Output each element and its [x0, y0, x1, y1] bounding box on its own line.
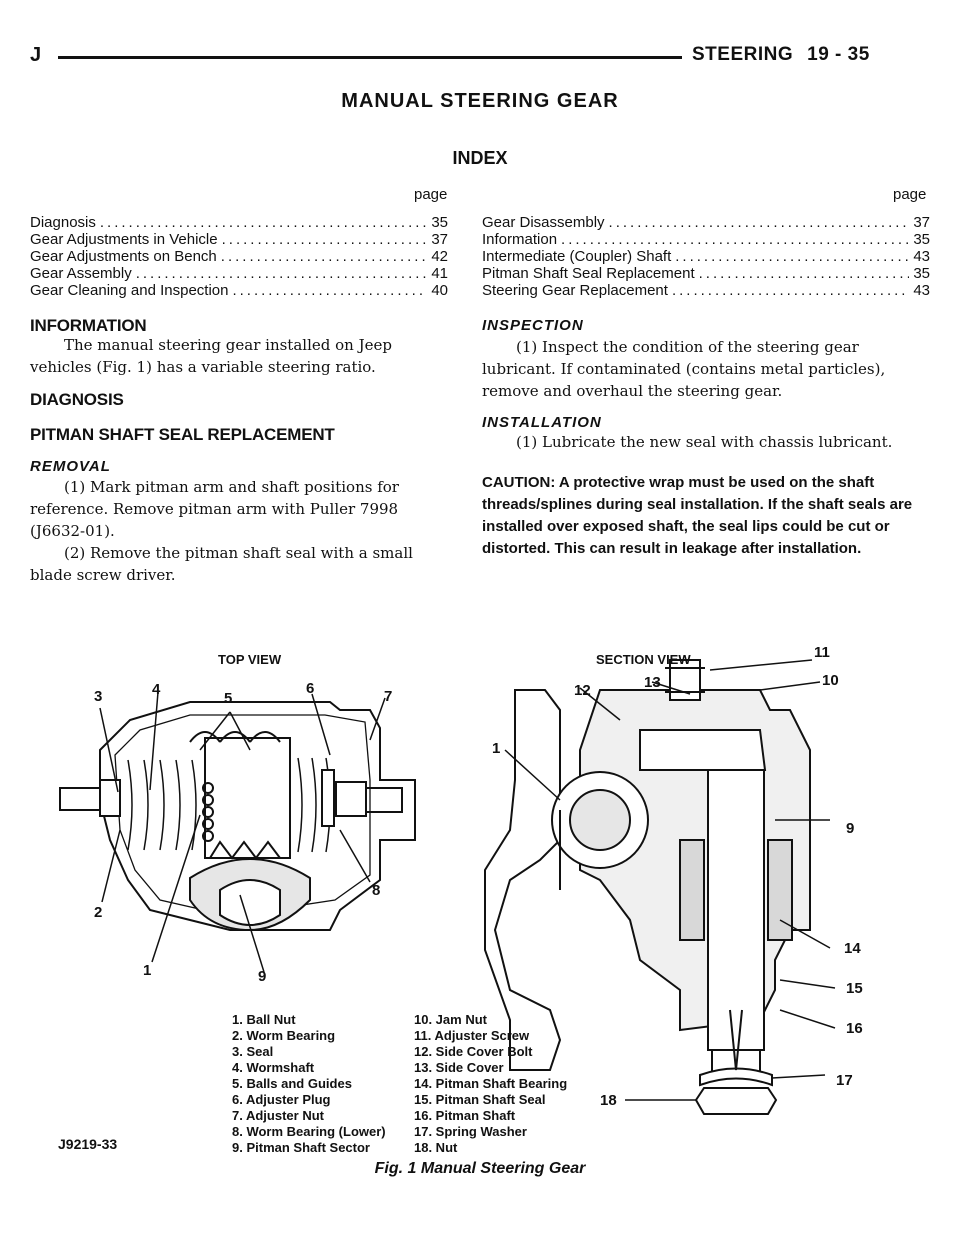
legend-item: 9. Pitman Shaft Sector	[232, 1140, 370, 1155]
legend-item: 17. Spring Washer	[414, 1124, 527, 1139]
callout-section: 13	[644, 674, 661, 691]
header-page-number: 19 - 35	[807, 44, 870, 65]
index-entry[interactable]	[30, 214, 448, 231]
header-rule	[58, 56, 682, 59]
legend-item: 15. Pitman Shaft Seal	[414, 1092, 546, 1107]
index-entry-page: 35	[913, 265, 930, 282]
callout-section: 15	[846, 980, 863, 997]
legend-item: 18. Nut	[414, 1140, 458, 1155]
index-entry[interactable]	[482, 282, 930, 299]
legend-item: 6. Adjuster Plug	[232, 1092, 331, 1107]
index-entry[interactable]	[30, 282, 448, 299]
callout-section: 14	[844, 940, 861, 957]
callout-top: 1	[143, 962, 152, 979]
removal-step-1: (1) Mark pitman arm and shaft positions for reference. Remove pitman arm with Puller 7998 (J6632-01).	[30, 478, 399, 540]
callout-section: 1	[492, 740, 501, 757]
index-page-label-right: page	[893, 186, 927, 203]
callout-section: 10	[822, 672, 839, 689]
header-section: STEERING	[692, 44, 794, 65]
index-page-label-left: page	[414, 186, 448, 203]
index-entry[interactable]	[482, 265, 930, 282]
index-entry-label: Information	[482, 231, 558, 248]
index-entry-label: Gear Cleaning and Inspection	[30, 282, 229, 299]
index-entry-page: 35	[431, 214, 448, 231]
legend-item: 7. Adjuster Nut	[232, 1108, 324, 1123]
legend-item: 16. Pitman Shaft	[414, 1108, 516, 1123]
index-entry-label: Intermediate (Coupler) Shaft	[482, 248, 672, 265]
index-left-column	[30, 214, 448, 299]
figure-caption: Fig. 1 Manual Steering Gear	[374, 1160, 586, 1177]
index-entry[interactable]	[482, 231, 930, 248]
legend-item: 4. Wormshaft	[232, 1060, 315, 1075]
index-entry-page: 43	[913, 248, 930, 265]
callout-top: 6	[306, 680, 315, 697]
index-entry-label: Pitman Shaft Seal Replacement	[482, 265, 695, 282]
index-entry-page: 35	[913, 231, 930, 248]
legend-item: 8. Worm Bearing (Lower)	[232, 1124, 386, 1139]
index-entry-label: Diagnosis	[30, 214, 96, 231]
index-entry[interactable]	[30, 265, 448, 282]
figure-code: J9219-33	[58, 1136, 118, 1152]
index-entry[interactable]	[30, 231, 448, 248]
removal-step-2: (2) Remove the pitman shaft seal with a small blade screw driver.	[30, 544, 413, 584]
legend-item: 11. Adjuster Screw	[414, 1028, 530, 1043]
top-view-label: TOP VIEW	[218, 652, 282, 667]
index-entry-page: 42	[431, 248, 448, 265]
index-entry-label: Gear Adjustments in Vehicle	[30, 231, 218, 248]
diagnosis-heading: DIAGNOSIS	[30, 390, 124, 409]
index-entry-page: 41	[431, 265, 448, 282]
index-entry-label: Steering Gear Replacement	[482, 282, 668, 299]
callout-section: 18	[600, 1092, 617, 1109]
legend-item: 1. Ball Nut	[232, 1012, 296, 1027]
index-entry-label: Gear Adjustments on Bench	[30, 248, 217, 265]
callout-section: 9	[846, 820, 855, 837]
index-entry-label: Gear Disassembly	[482, 214, 605, 231]
removal-heading: REMOVAL	[30, 458, 111, 475]
callout-section: 12	[574, 682, 591, 699]
callout-top: 2	[94, 904, 103, 921]
callout-section: 11	[814, 644, 830, 661]
callout-top: 8	[372, 882, 381, 899]
header-chapter-letter: J	[30, 44, 42, 66]
legend-item: 2. Worm Bearing	[232, 1028, 336, 1043]
header-right	[692, 44, 884, 66]
index-entry-label: Gear Assembly	[30, 265, 132, 282]
callout-top: 9	[258, 968, 267, 985]
index-right-column	[482, 214, 930, 299]
index-entry-page: 37	[431, 231, 448, 248]
top-view-drawing	[60, 702, 415, 930]
information-heading: INFORMATION	[30, 316, 147, 335]
legend-item: 10. Jam Nut	[414, 1012, 487, 1027]
legend-right	[414, 1012, 567, 1156]
legend-left	[232, 1012, 386, 1156]
index-title: INDEX	[452, 148, 508, 168]
index-entry[interactable]	[482, 214, 930, 231]
information-text: The manual steering gear installed on Jeep vehicles (Fig. 1) has a variable steering ratio.	[30, 336, 392, 376]
callout-section: 17	[836, 1072, 853, 1089]
installation-heading: INSTALLATION	[482, 414, 602, 431]
section-view-label: SECTION VIEW	[596, 652, 691, 667]
index-entry[interactable]	[30, 248, 448, 265]
callout-top: 7	[384, 688, 393, 705]
legend-item: 3. Seal	[232, 1044, 274, 1059]
page-title: MANUAL STEERING GEAR	[341, 90, 619, 112]
legend-item: 13. Side Cover	[414, 1060, 504, 1075]
callout-section: 16	[846, 1020, 863, 1037]
callout-top: 5	[224, 690, 233, 707]
callout-top: 4	[152, 681, 161, 698]
inspection-step-1: (1) Inspect the condition of the steering gear lubricant. If contaminated (contains metal particles), remove and overhaul the steering gear.	[482, 338, 886, 400]
legend-item: 5. Balls and Guides	[232, 1076, 352, 1091]
installation-step-1: (1) Lubricate the new seal with chassis lubricant.	[516, 433, 893, 451]
inspection-heading: INSPECTION	[482, 317, 584, 334]
caution-text: CAUTION: A protective wrap must be used on the shaft threads/splines during seal installation. If the shaft seals are installed over exposed shaft, the seal lips could be cut or distorted. This can result in leakage after installation.	[482, 474, 913, 557]
legend-item: 12. Side Cover Bolt	[414, 1044, 533, 1059]
index-entry-page: 37	[913, 214, 930, 231]
callout-top: 3	[94, 688, 103, 705]
pitman-seal-heading: PITMAN SHAFT SEAL REPLACEMENT	[30, 425, 335, 444]
index-entry-page: 43	[913, 282, 930, 299]
legend-item: 14. Pitman Shaft Bearing	[414, 1076, 568, 1091]
index-entry[interactable]	[482, 248, 930, 265]
index-entry-page: 40	[431, 282, 448, 299]
